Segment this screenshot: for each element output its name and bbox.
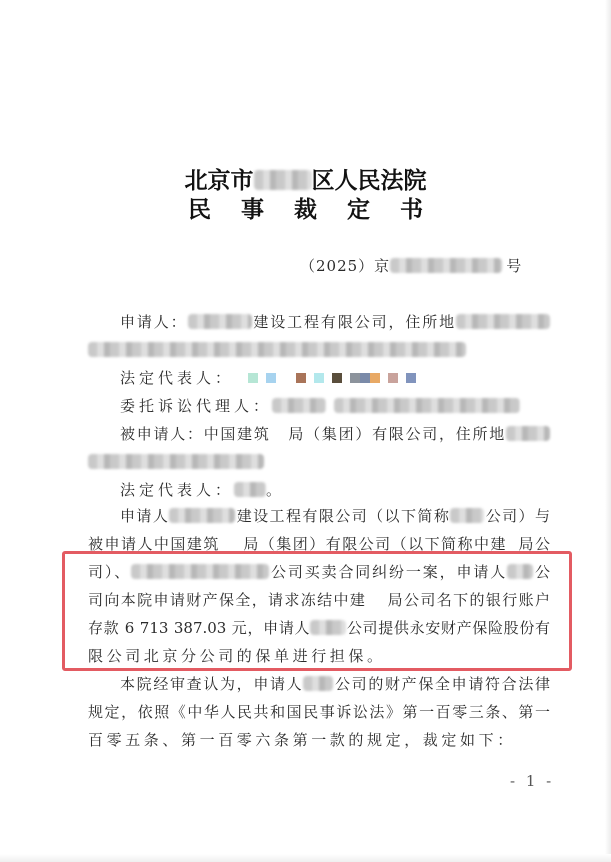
text: 被申请人中国建筑 <box>88 535 220 553</box>
respondent-line <box>120 423 550 445</box>
redacted <box>188 314 252 329</box>
redacted-mosaic <box>248 369 424 387</box>
redacted-address <box>88 454 264 469</box>
legal-rep2-line <box>120 479 550 501</box>
case-number <box>300 255 522 276</box>
body-line <box>120 505 550 527</box>
applicant-line <box>120 311 550 333</box>
applicant-name: 建设工程有限公司，住所地 <box>251 313 456 331</box>
case-prefix: （2025）京 <box>300 257 391 275</box>
amount-text: 存款 6 713 387.03 元，申请人 <box>88 619 311 637</box>
text: 本院经审查认为，申请人 <box>120 675 304 693</box>
text: 司向本院申请财产保全，请求冻结中建 <box>88 591 367 609</box>
body-line: 百零五条、第一百零六条第一款的规定，裁定如下： <box>88 731 516 749</box>
legal-rep-line <box>120 367 550 389</box>
document-type: 民 事 裁 定 书 <box>187 196 435 223</box>
redacted <box>334 398 520 413</box>
applicant-address-line <box>88 339 550 361</box>
text: 公 <box>533 563 550 581</box>
page-bottom-shadow <box>0 854 611 862</box>
body-line <box>120 673 550 695</box>
text: 公司的财产保全申请符合法律 <box>333 675 550 693</box>
redacted <box>506 426 550 441</box>
text: 司）、 <box>88 563 132 581</box>
body-line: 限公司北京分公司的保单进行担保。 <box>88 647 386 665</box>
redacted <box>234 482 266 497</box>
text: 公司提供永安财产保险股份有 <box>346 619 550 637</box>
body-line: 规定，依照《中华人民共和国民事诉讼法》第一百零三条、第一 <box>88 703 550 721</box>
redacted <box>272 398 326 413</box>
respondent-label: 被申请人： <box>120 425 204 443</box>
agent-label: 委托诉讼代理人： <box>120 397 273 415</box>
text: 公司买卖合同纠纷一案，申请人 <box>269 563 508 581</box>
page-edge-shadow <box>605 0 611 862</box>
agent-line <box>120 395 550 417</box>
applicant-label: 申请人： <box>120 313 188 331</box>
legal-rep2-label: 法定代表人： <box>120 481 235 499</box>
redacted-address <box>88 342 466 357</box>
redacted <box>169 508 235 523</box>
court-prefix: 北京市 <box>184 167 254 194</box>
redacted <box>456 314 550 329</box>
redacted-district <box>254 170 312 190</box>
text: 建设工程有限公司（以下简称 <box>235 507 451 525</box>
period: 。 <box>266 481 286 499</box>
case-suffix: 号 <box>506 257 523 275</box>
text: 公司）与 <box>484 507 550 525</box>
respondent-name-a: 中国建筑 <box>203 425 271 443</box>
text: 局（集团）有限公司（以下简称中建 <box>241 535 508 553</box>
court-suffix: 区人民法院 <box>311 167 427 194</box>
respondent-address-line <box>88 451 550 473</box>
page-number: - 1 - <box>510 772 555 790</box>
highlight-box <box>62 551 572 671</box>
legal-rep-label: 法定代表人： <box>120 369 235 387</box>
redacted <box>450 508 484 523</box>
redacted-case-number <box>390 258 502 273</box>
text: 申请人 <box>120 507 170 525</box>
respondent-name-b: 局（集团）有限公司，住所地 <box>286 425 506 443</box>
text: 局公司名下的银行账户 <box>386 591 550 609</box>
text: 局公 <box>517 535 550 553</box>
redacted <box>303 676 333 691</box>
